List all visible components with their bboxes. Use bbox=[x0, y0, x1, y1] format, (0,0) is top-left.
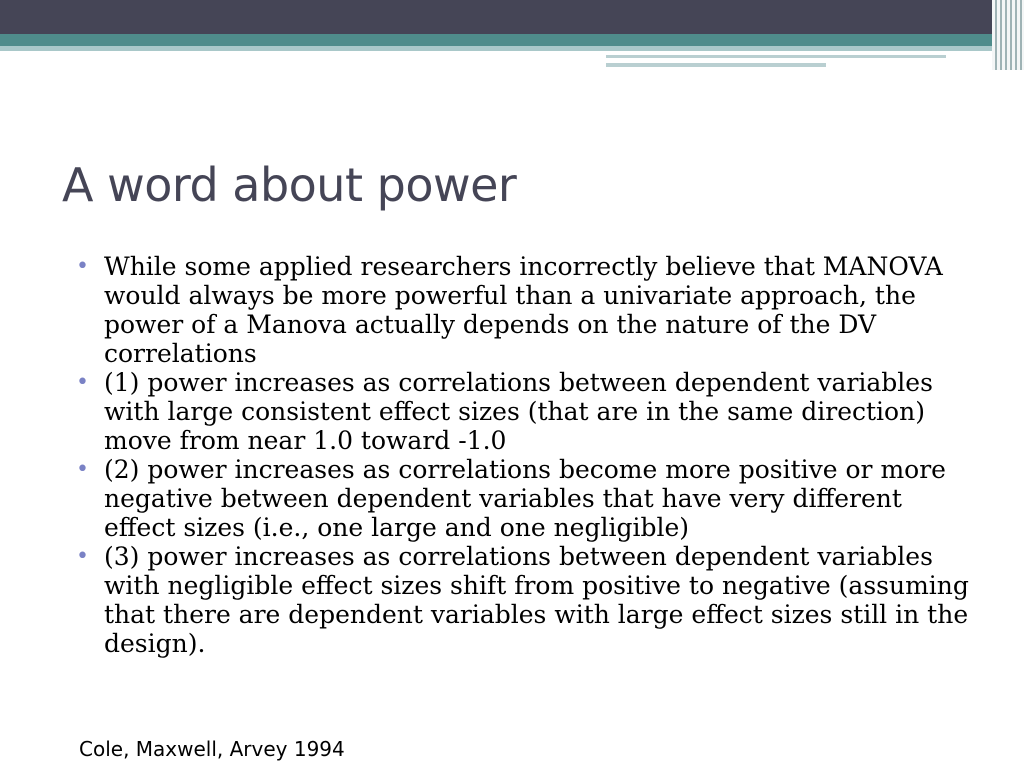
decorative-rule bbox=[606, 63, 826, 67]
bullet-text: (3) power increases as correlations between dependent variables with negligible effect sizes shift from positive to negative (assuming that there are dependent variables with large effect sizes still in the design). bbox=[104, 542, 969, 658]
header-banner-dark bbox=[0, 0, 1024, 34]
bullet-list bbox=[74, 252, 974, 658]
bullet-item bbox=[74, 542, 974, 658]
header-banner-light bbox=[0, 46, 1024, 51]
bullet-item bbox=[74, 368, 974, 455]
bullet-text: (2) power increases as correlations become more positive or more negative between dependent variables that have very different effect sizes (i.e., one large and one negligible) bbox=[104, 455, 946, 542]
citation: Cole, Maxwell, Arvey 1994 bbox=[79, 737, 345, 761]
bullet-text: (1) power increases as correlations between dependent variables with large consistent effect sizes (that are in the same direction) move from near 1.0 toward -1.0 bbox=[104, 368, 933, 455]
bullet-item bbox=[74, 252, 974, 368]
bullet-dot-icon: • bbox=[76, 544, 89, 569]
decorative-rule bbox=[606, 55, 946, 58]
header-banner-teal bbox=[0, 34, 1024, 46]
bullet-dot-icon: • bbox=[76, 457, 89, 482]
slide-title: A word about power bbox=[62, 158, 517, 212]
bullet-dot-icon: • bbox=[76, 370, 89, 395]
bullet-text: While some applied researchers incorrectly believe that MANOVA would always be more powerful than a univariate approach, the power of a Manova actually depends on the nature of the DV correlations bbox=[104, 252, 943, 368]
decorative-edge-stripes bbox=[992, 0, 1024, 70]
bullet-dot-icon: • bbox=[76, 254, 89, 279]
bullet-item bbox=[74, 455, 974, 542]
